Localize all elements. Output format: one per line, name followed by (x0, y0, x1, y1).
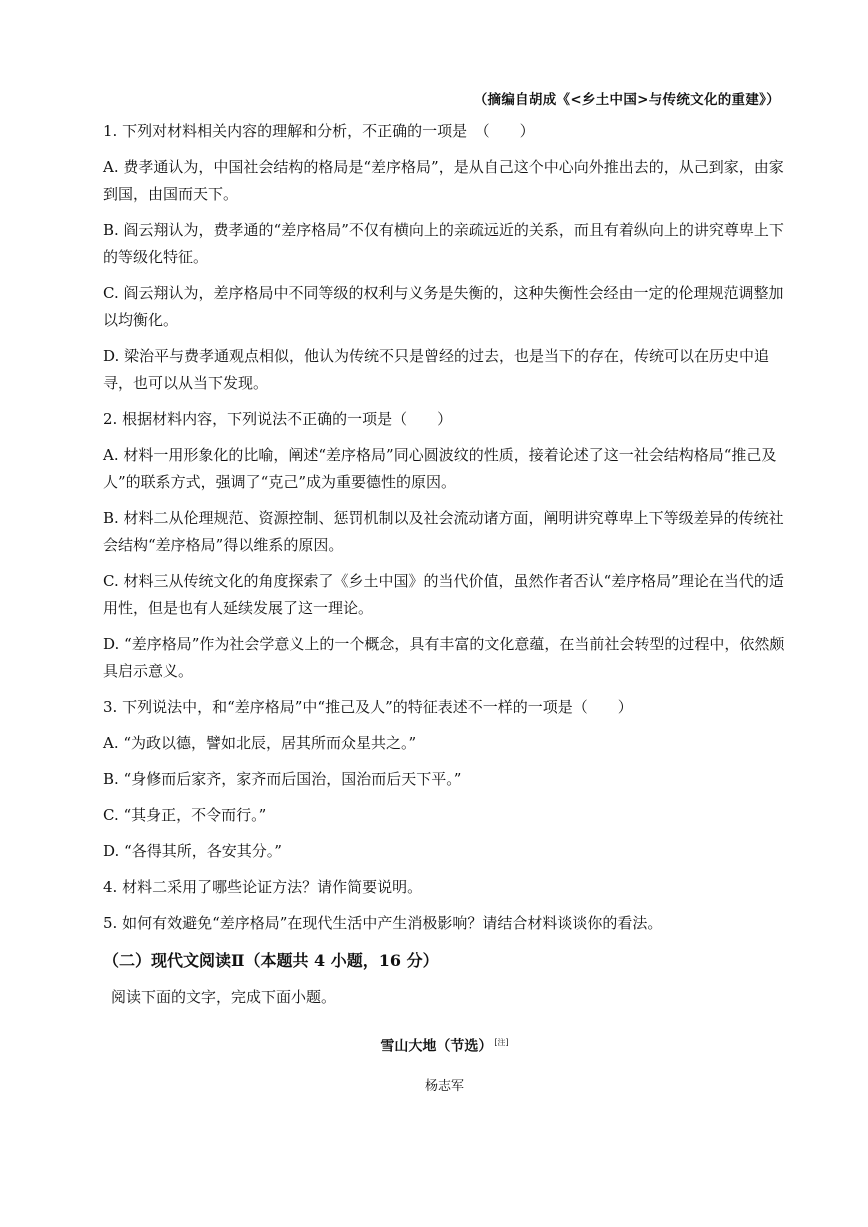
question-1-option-c: C. 阎云翔认为，差序格局中不同等级的权利与义务是失衡的，这种失衡性会经由一定的伦理规范调整加以均衡化。 (103, 284, 784, 329)
question-1-option-d: D. 梁治平与费孝通观点相似，他认为传统不只是曾经的过去，也是当下的存在，传统可以在历史中追寻，也可以从当下发现。 (103, 347, 770, 392)
question-2-option-a: A. 材料一用形象化的比喻，阐述“差序格局”同心圆波纹的性质，接着论述了这一社会结构格局“推己及人”的联系方式，强调了“克己”成为重要德性的原因。 (103, 446, 777, 491)
question-2-option-c: C. 材料三从传统文化的角度探索了《乡土中国》的当代价值，虽然作者否认“差序格局”理论在当代的适用性，但是也有人延续发展了这一理论。 (103, 572, 784, 617)
passage-title (103, 1029, 786, 1061)
question-3-option-d: D. “各得其所，各安其分。” (103, 842, 282, 860)
question-3-option-b: B. “身修而后家齐，家齐而后国治，国治而后天下平。” (103, 770, 462, 788)
reading-instruction: 阅读下面的文字，完成下面小题。 (111, 988, 337, 1006)
question-2-stem: 2. 根据材料内容，下列说法不正确的一项是（ ） (103, 410, 453, 428)
question-3-option-c: C. “其身正，不令而行。” (103, 806, 267, 824)
passage-note-marker: [注] (494, 1038, 509, 1047)
question-3-option-a: A. “为政以德，譬如北辰，居其所而众星共之。” (103, 734, 417, 752)
question-4-stem: 4. 材料二采用了哪些论证方法？请作简要说明。 (103, 878, 423, 896)
question-2-option-d: D. “差序格局”作为社会学意义上的一个概念，具有丰富的文化意蕴，在当前社会转型的过程中，依然颇具启示意义。 (103, 635, 785, 680)
source-citation: （摘编自胡成《<乡土中国>与传统文化的重建》） (473, 92, 780, 108)
question-5-stem: 5. 如何有效避免“差序格局”在现代生活中产生消极影响？请结合材料谈谈你的看法。 (103, 914, 663, 932)
question-3-stem: 3. 下列说法中，和“差序格局”中“推己及人”的特征表述不一样的一项是（ ） (103, 698, 633, 716)
section-heading: （二）现代文阅读Ⅱ（本题共 4 小题，16 分） (103, 951, 439, 970)
question-1-option-a: A. 费孝通认为，中国社会结构的格局是“差序格局”，是从自己这个中心向外推出去的，从己到家，由家到国，由国而天下。 (103, 158, 784, 203)
passage-title-text: 雪山大地（节选） (380, 1038, 493, 1055)
question-area (103, 118, 786, 1100)
question-2-option-b: B. 材料二从伦理规范、资源控制、惩罚机制以及社会流动诸方面，阐明讲究尊卑上下等级差异的传统社会结构“差序格局”得以维系的原因。 (103, 509, 784, 554)
passage-author: 杨志军 (424, 1078, 464, 1094)
question-1-option-b: B. 阎云翔认为，费孝通的“差序格局”不仅有横向上的亲疏远近的关系，而且有着纵向上的讲究尊卑上下的等级化特征。 (103, 221, 784, 266)
question-1-stem: 1. 下列对材料相关内容的理解和分析，不正确的一项是 （ ） (103, 122, 535, 140)
